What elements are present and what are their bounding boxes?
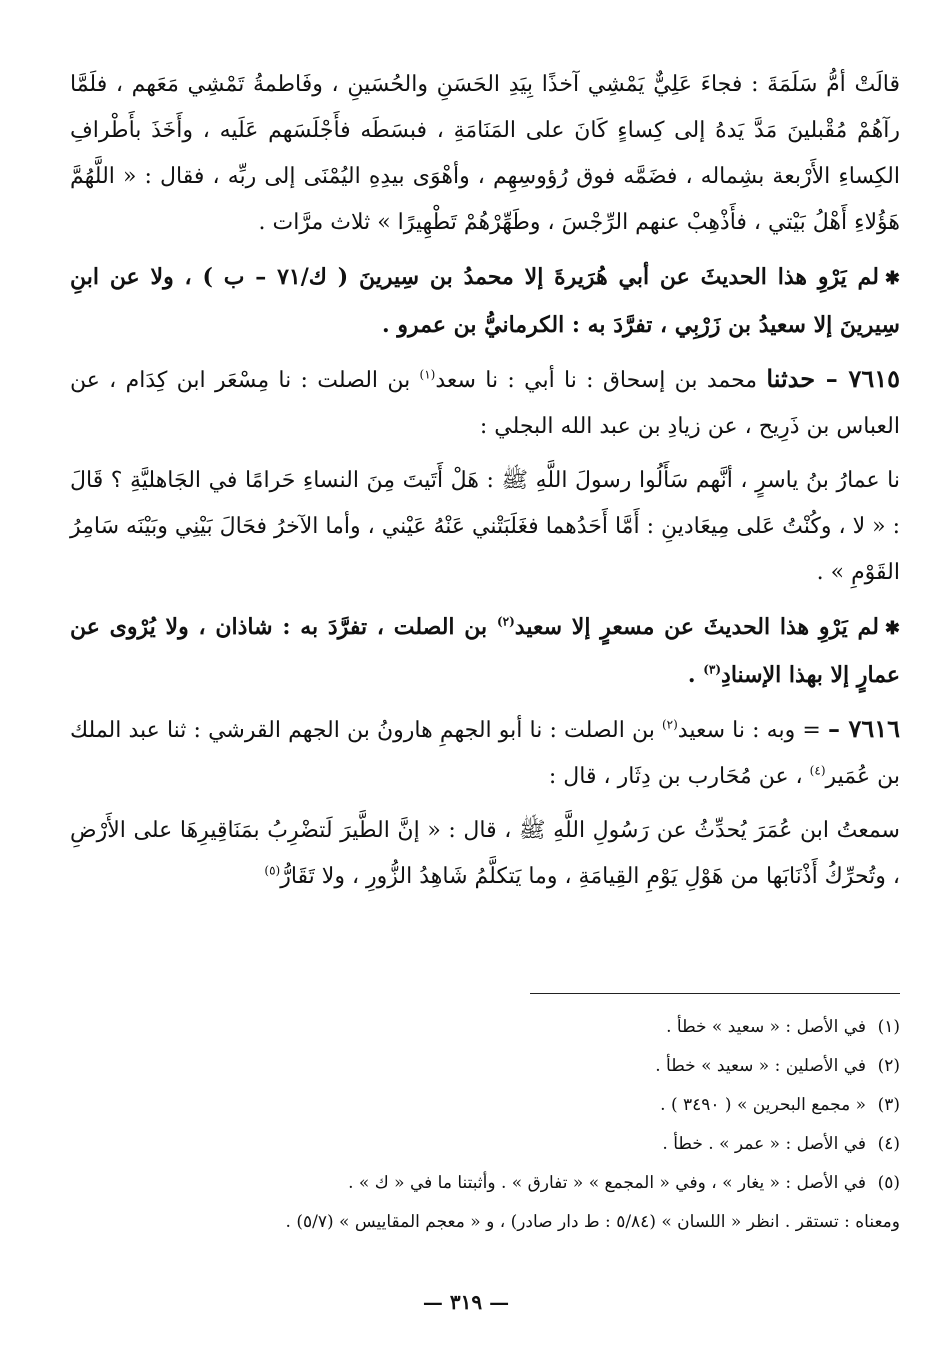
footnote-number: (٤) — [877, 1134, 900, 1154]
footnote-ref-3: (٣) — [703, 662, 722, 677]
footnote-ref-2: (٢) — [661, 717, 678, 732]
footnote-1 — [70, 1008, 900, 1047]
footnote-ref-4: (٤) — [809, 763, 826, 778]
chain-text: = وبه : نا سعيد — [677, 718, 821, 743]
footnote-text: في الأصل : « سعيد » خطأ . — [666, 1017, 866, 1037]
chain-text: محمد بن إسحاق : نا أبي : نا سعد — [435, 368, 758, 393]
footnote-text: في الأصلين : « سعيد » خطأ . — [655, 1056, 866, 1076]
hadith-7616-chain — [70, 706, 900, 800]
footnote-number: (١) — [877, 1017, 900, 1037]
chain-text: بن الصلت : نا مِسْعَر ابن كِدَام ، عن العباس بن ذَرِيح ، عن زيادِ بن عبد الله البجلي : — [70, 368, 900, 439]
footnote-text: ومعناه : تستقر . انظر « اللسان » (٥/٨٤ : ط دار صادر) ، و « معجم المقاييس » (٥/٧) . — [285, 1212, 900, 1232]
hadith-text: سمعتُ ابن عُمَرَ يُحدِّثُ عن رَسُولِ اللَّهِ ﷺ ، قال : « إنَّ الطَّيرَ لَتضْرِبُ بمَنَاقِيرِهَا على الأَرْضِ ، وتُحرِّكُ أَذْنَابَها من هَوْلِ يَوْمِ القِيامَةِ ، وما يَتكلَّمُ شَاهِدُ الزُّورِ ، ولا تَقَارُّ — [70, 818, 900, 889]
footnote-ref-1: (١) — [419, 367, 436, 382]
note-hadith-7614 — [70, 254, 900, 348]
footnote-number: (٣) — [877, 1095, 900, 1115]
hadith-number-7616: ٧٦١٦ – — [827, 714, 900, 743]
hadith-number-7615: ٧٦١٥ – حدثنا — [766, 364, 900, 393]
footnote-divider — [530, 993, 900, 994]
footnote-text: في الأصل : « يغار » ، وفي « المجمع » « تفارق » . وأثبتنا ما في « ك » . — [348, 1173, 866, 1193]
note-hadith-7615 — [70, 604, 900, 698]
footnotes — [70, 1008, 900, 1242]
note-text: لم يَرْوِ هذا الحديثَ عن أبي هُرَيرةَ إلا محمدُ بن سِيرينَ ( ك/٧١ – ب ) ، ولا عن ابنِ سِيرينَ إلا سعيدُ بن زَرْبِي ، تفرَّدَ به : الكرمانيُّ بن عمرو . — [70, 264, 900, 338]
footnote-5-continuation — [70, 1203, 900, 1242]
footnote-text: في الأصل : « عمر » . خطأ . — [662, 1134, 866, 1154]
star-icon: ✱ — [884, 268, 900, 289]
hadith-7616-text — [70, 808, 900, 900]
page-number: — ٣١٩ — — [422, 1290, 510, 1314]
footnote-text: « مجمع البحرين » ( ٣٤٩٠ ) . — [660, 1095, 866, 1115]
footnote-5 — [70, 1164, 900, 1203]
footnote-3 — [70, 1086, 900, 1125]
note-text: . — [687, 662, 696, 688]
chain-text: بن الصلت : نا أبو الجهمِ هارونُ بن الجهم القرشي : ثنا عبد الملك بن عُمَير — [70, 718, 900, 789]
page-body — [70, 62, 900, 908]
footnote-ref-2: (٢) — [496, 614, 515, 629]
footnote-2 — [70, 1047, 900, 1086]
footnote-ref-5: (٥) — [264, 863, 281, 878]
note-text: بن الصلت ، تفرَّدَ به : شاذان ، ولا يُرْوى عن عمارٍ إلا بهذا الإسنادِ — [70, 614, 900, 688]
hadith-7615-text: نا عمارُ بنُ ياسرٍ ، أنَّهم سَأَلُوا رسولَ اللَّهِ ﷺ : هَلْ أَتَيتَ مِنَ النساءِ حَرامًا في الجَاهليَّةِ ؟ قَالَ : « لا ، وكُنْتُ عَلى مِيعَادينِ : أَمَّا أَحَدُهما فغَلَبَتْني عَنْهُ عَيْني ، وأما الآخرُ فحَالَ بَيْنِي وبَيْنَه سَامِرُ القَوْمِ » . — [70, 468, 900, 585]
star-icon: ✱ — [884, 618, 900, 639]
footnote-number: (٥) — [877, 1173, 900, 1193]
chain-text: ، عن مُحَارب بن دِثَار ، قال : — [548, 764, 803, 789]
note-text: لم يَرْوِ هذا الحديثَ عن مسعرٍ إلا سعيد — [514, 614, 879, 640]
paragraph-narration: قالَتْ أمُّ سَلَمَةَ : فجاءَ عَلِيٌّ يَمْشِي آخذًا بِيَدِ الحَسَنِ والحُسَينِ ، وفَاطمةُ تَمْشِي مَعَهم ، فلَمَّا رآهُمْ مُقْبلينَ مَدَّ يَدهُ إلى كِساءٍ كَانَ على المَنَامَةِ ، فبسَطَه فأَجْلَسَهم عَلَيه ، وأَخَذَ بأَطْرافِ الكِساءِ الأَرْبعة بشِماله ، فضَمَّه فوق رُؤوسِهِم ، وأهْوَى بيدِهِ اليُمْنَى إلى ربِّه ، فقال : « اللَّهُمَّ هَؤُلاءِ أَهْلُ بَيْتي ، فأَذْهِبْ عنهم الرِّجْسَ ، وطَهِّرْهُمْ تَطْهِيرًا » ثلاث مرَّات . — [70, 72, 900, 235]
hadith-7615-chain — [70, 356, 900, 450]
footnote-4 — [70, 1125, 900, 1164]
footnote-number: (٢) — [877, 1056, 900, 1076]
